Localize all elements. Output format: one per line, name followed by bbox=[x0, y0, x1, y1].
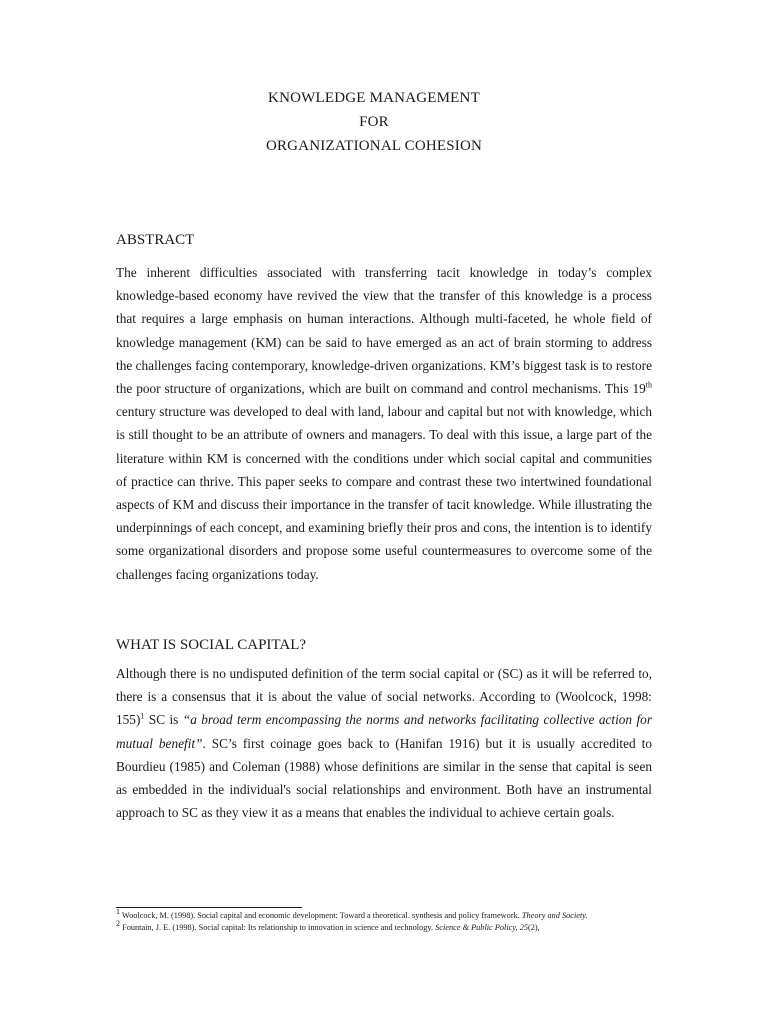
sc-text-part-2: SC is bbox=[144, 712, 183, 728]
abstract-heading: ABSTRACT bbox=[116, 232, 195, 248]
document-title bbox=[0, 86, 768, 158]
footnote-1-number: 1 bbox=[116, 907, 120, 917]
footnotes bbox=[116, 907, 652, 933]
title-line-3: ORGANIZATIONAL COHESION bbox=[265, 138, 483, 154]
abstract-paragraph bbox=[116, 261, 652, 586]
footnote-2-number: 2 bbox=[116, 918, 120, 928]
footnote-2-issue: (2), bbox=[528, 922, 540, 932]
title-line-1: KNOWLEDGE MANAGEMENT bbox=[268, 90, 480, 106]
footnote-ref-1: 1 bbox=[140, 711, 145, 721]
sc-quote: “a broad term encompassing the norms and networks facilitating collective action for mutual benefit” bbox=[116, 712, 653, 751]
footnote-separator bbox=[116, 907, 302, 908]
footnote-1-journal: Theory and Society. bbox=[521, 911, 588, 920]
footnote-1-text: Woolcock, M. (1998). Social capital and economic development: Toward a theoretical. synthesis and policy framework. bbox=[120, 911, 522, 920]
abstract-text-part-2: century structure was developed to deal with land, labour and capital but not with knowledge, which is still thought to be an attribute of owners and managers. To deal with this issue, a large part of the literature within KM is concerned with the conditions under which social capital and communities of practice can thrive. This paper seeks to compare and contrast these two intertwined foundational aspects of KM and discuss their importance in the transfer of tacit knowledge. While illustrating the underpinnings of each concept, and examining briefly their pros and cons, the intention is to identify some organizational disorders and propose some useful countermeasures to overcome some of the challenges facing organizations today. bbox=[116, 404, 652, 582]
sc-text-part-3: . SC’s first coinage goes back to (Hanifan 1916) but it is usually accredited to Bourdieu (1985) and Coleman (1988) whose definitions are similar in the sense that capital is seen as embedded in the individual's social relationships and environment. Both have an instrumental approach to SC as they view it as a means that enables the individual to achieve certain goals. bbox=[116, 735, 652, 821]
footnote-1 bbox=[116, 907, 652, 922]
sc-text-part-1: Although there is no undisputed definition of the term social capital or (SC) as it will be referred to, there is a consensus that it is about the value of social networks. According to (Woolcock, 1998: 155) bbox=[116, 666, 652, 728]
footnote-2-text: Fountain, J. E. (1998). Social capital: Its relationship to innovation in science and technology. bbox=[120, 922, 436, 932]
footnote-2 bbox=[116, 918, 652, 934]
social-capital-paragraph bbox=[116, 662, 652, 824]
social-capital-heading: WHAT IS SOCIAL CAPITAL? bbox=[116, 637, 307, 653]
ordinal-superscript: th bbox=[645, 380, 652, 390]
footnote-2-journal: Science & Public Policy, 25 bbox=[435, 922, 528, 932]
title-line-2: FOR bbox=[359, 114, 389, 130]
abstract-text-part-1: The inherent difficulties associated with transferring tacit knowledge in today’s complex knowledge-based economy have revived the view that the transfer of this knowledge is a process that requires a large emphasis on human interactions. Although multi-faceted, he whole field of knowledge management (KM) can be said to have emerged as an act of brain storming to address the challenges facing contemporary, knowledge-driven organizations. KM’s biggest task is to restore the poor structure of organizations, which are built on command and control mechanisms. This 19 bbox=[116, 265, 652, 397]
